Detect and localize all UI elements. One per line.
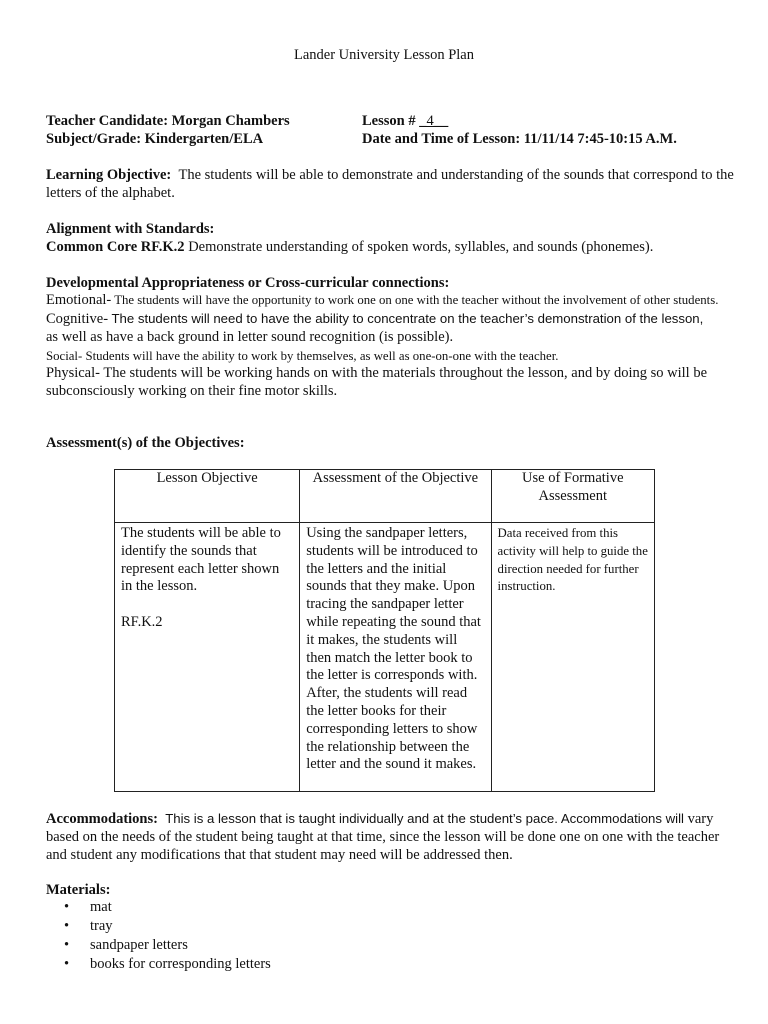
standards-text: Demonstrate understanding of spoken words, syllables, and sounds (phonemes). xyxy=(184,239,654,255)
cell-lesson-objective xyxy=(115,523,300,792)
lesson-number-line xyxy=(362,113,448,130)
accommodations-section xyxy=(46,810,736,864)
table-header-row xyxy=(115,470,655,523)
developmental-label: Developmental Appropriateness or Cross-curricular connections: xyxy=(46,275,450,291)
lesson-number: _4__ xyxy=(419,113,449,129)
emotional-connection: Emotional- The students will have the opportunity to work one on one with the teacher without the involvement of other students. xyxy=(46,292,719,308)
lesson-date-time: Date and Time of Lesson: 11/11/14 7:45-10:15 A.M. xyxy=(362,131,677,147)
cell-formative: Data received from this activity will help to guide the direction needed for further instruction. xyxy=(491,523,654,792)
list-item: • sandpaper letters xyxy=(90,936,271,955)
document-title: Lander University Lesson Plan xyxy=(293,47,474,63)
header-assessment-objective: Assessment of the Objective xyxy=(300,470,491,523)
learning-objective xyxy=(46,166,736,202)
standards-code: Common Core RF.K.2 xyxy=(46,239,185,255)
list-item: • tray xyxy=(90,917,271,936)
assessment-table xyxy=(114,469,655,792)
objective-cell-text: The students will be able to identify the sounds that represent each letter shown in the lesson. xyxy=(121,525,281,595)
table-row xyxy=(115,523,655,792)
materials-list xyxy=(46,898,271,974)
learning-objective-label: Learning Objective: xyxy=(46,167,172,183)
cell-assessment: Using the sandpaper letters, students will be introduced to the letters and the initial sounds that they make. Upon tracing the sandpaper letter while repeating the sound that it makes, the students will then match the letter book to the letter is corresponds with. After, the students will read the letter books for their corresponding letters to show the relationship between the letter and the sound it makes. xyxy=(300,523,491,792)
accommodations-label: Accommodations: xyxy=(46,811,158,827)
physical-connection: Physical- The students will be working hands on with the materials throughout the lesson, and by doing so will be subconsciously working on their fine motor skills. xyxy=(46,365,708,399)
header-lesson-objective: Lesson Objective xyxy=(115,470,300,523)
developmental-section xyxy=(46,274,736,400)
header-formative-use: Use of Formative Assessment xyxy=(491,470,654,523)
list-item: • books for corresponding letters xyxy=(90,955,271,974)
standards-label: Alignment with Standards: xyxy=(46,221,215,237)
learning-objective-text: The students will be able to demonstrate and understanding of the sounds that correspond to the letters of the alphabet. xyxy=(46,167,734,201)
teacher-candidate: Teacher Candidate: Morgan Chambers xyxy=(46,113,290,129)
lesson-number-label: Lesson # xyxy=(362,113,420,129)
subject-grade: Subject/Grade: Kindergarten/ELA xyxy=(46,131,264,147)
accommodations-text-first: This is a lesson that is taught individually and at the student’s pace. Accommodations will xyxy=(165,811,684,826)
standards-section xyxy=(46,220,736,256)
social-connection: Social- Students will have the ability to work by themselves, as well as one-on-one with the teacher. xyxy=(46,349,559,363)
assessment-heading: Assessment(s) of the Objectives: xyxy=(46,435,245,451)
cognitive-connection: Cognitive- The students will need to have the ability to concentrate on the teacher’s demonstration of the lesson, as well as have a back ground in letter sound recognition (is possible). xyxy=(46,311,704,345)
accommodations-text-rest: vary based on the needs of the student being taught at that time, since the lesson will be done one on one with the teacher and student any modifications that that student may need will be addressed then. xyxy=(46,811,720,863)
materials-heading: Materials: xyxy=(46,882,111,898)
objective-cell-code: RF.K.2 xyxy=(121,614,163,631)
list-item: • mat xyxy=(90,898,271,917)
